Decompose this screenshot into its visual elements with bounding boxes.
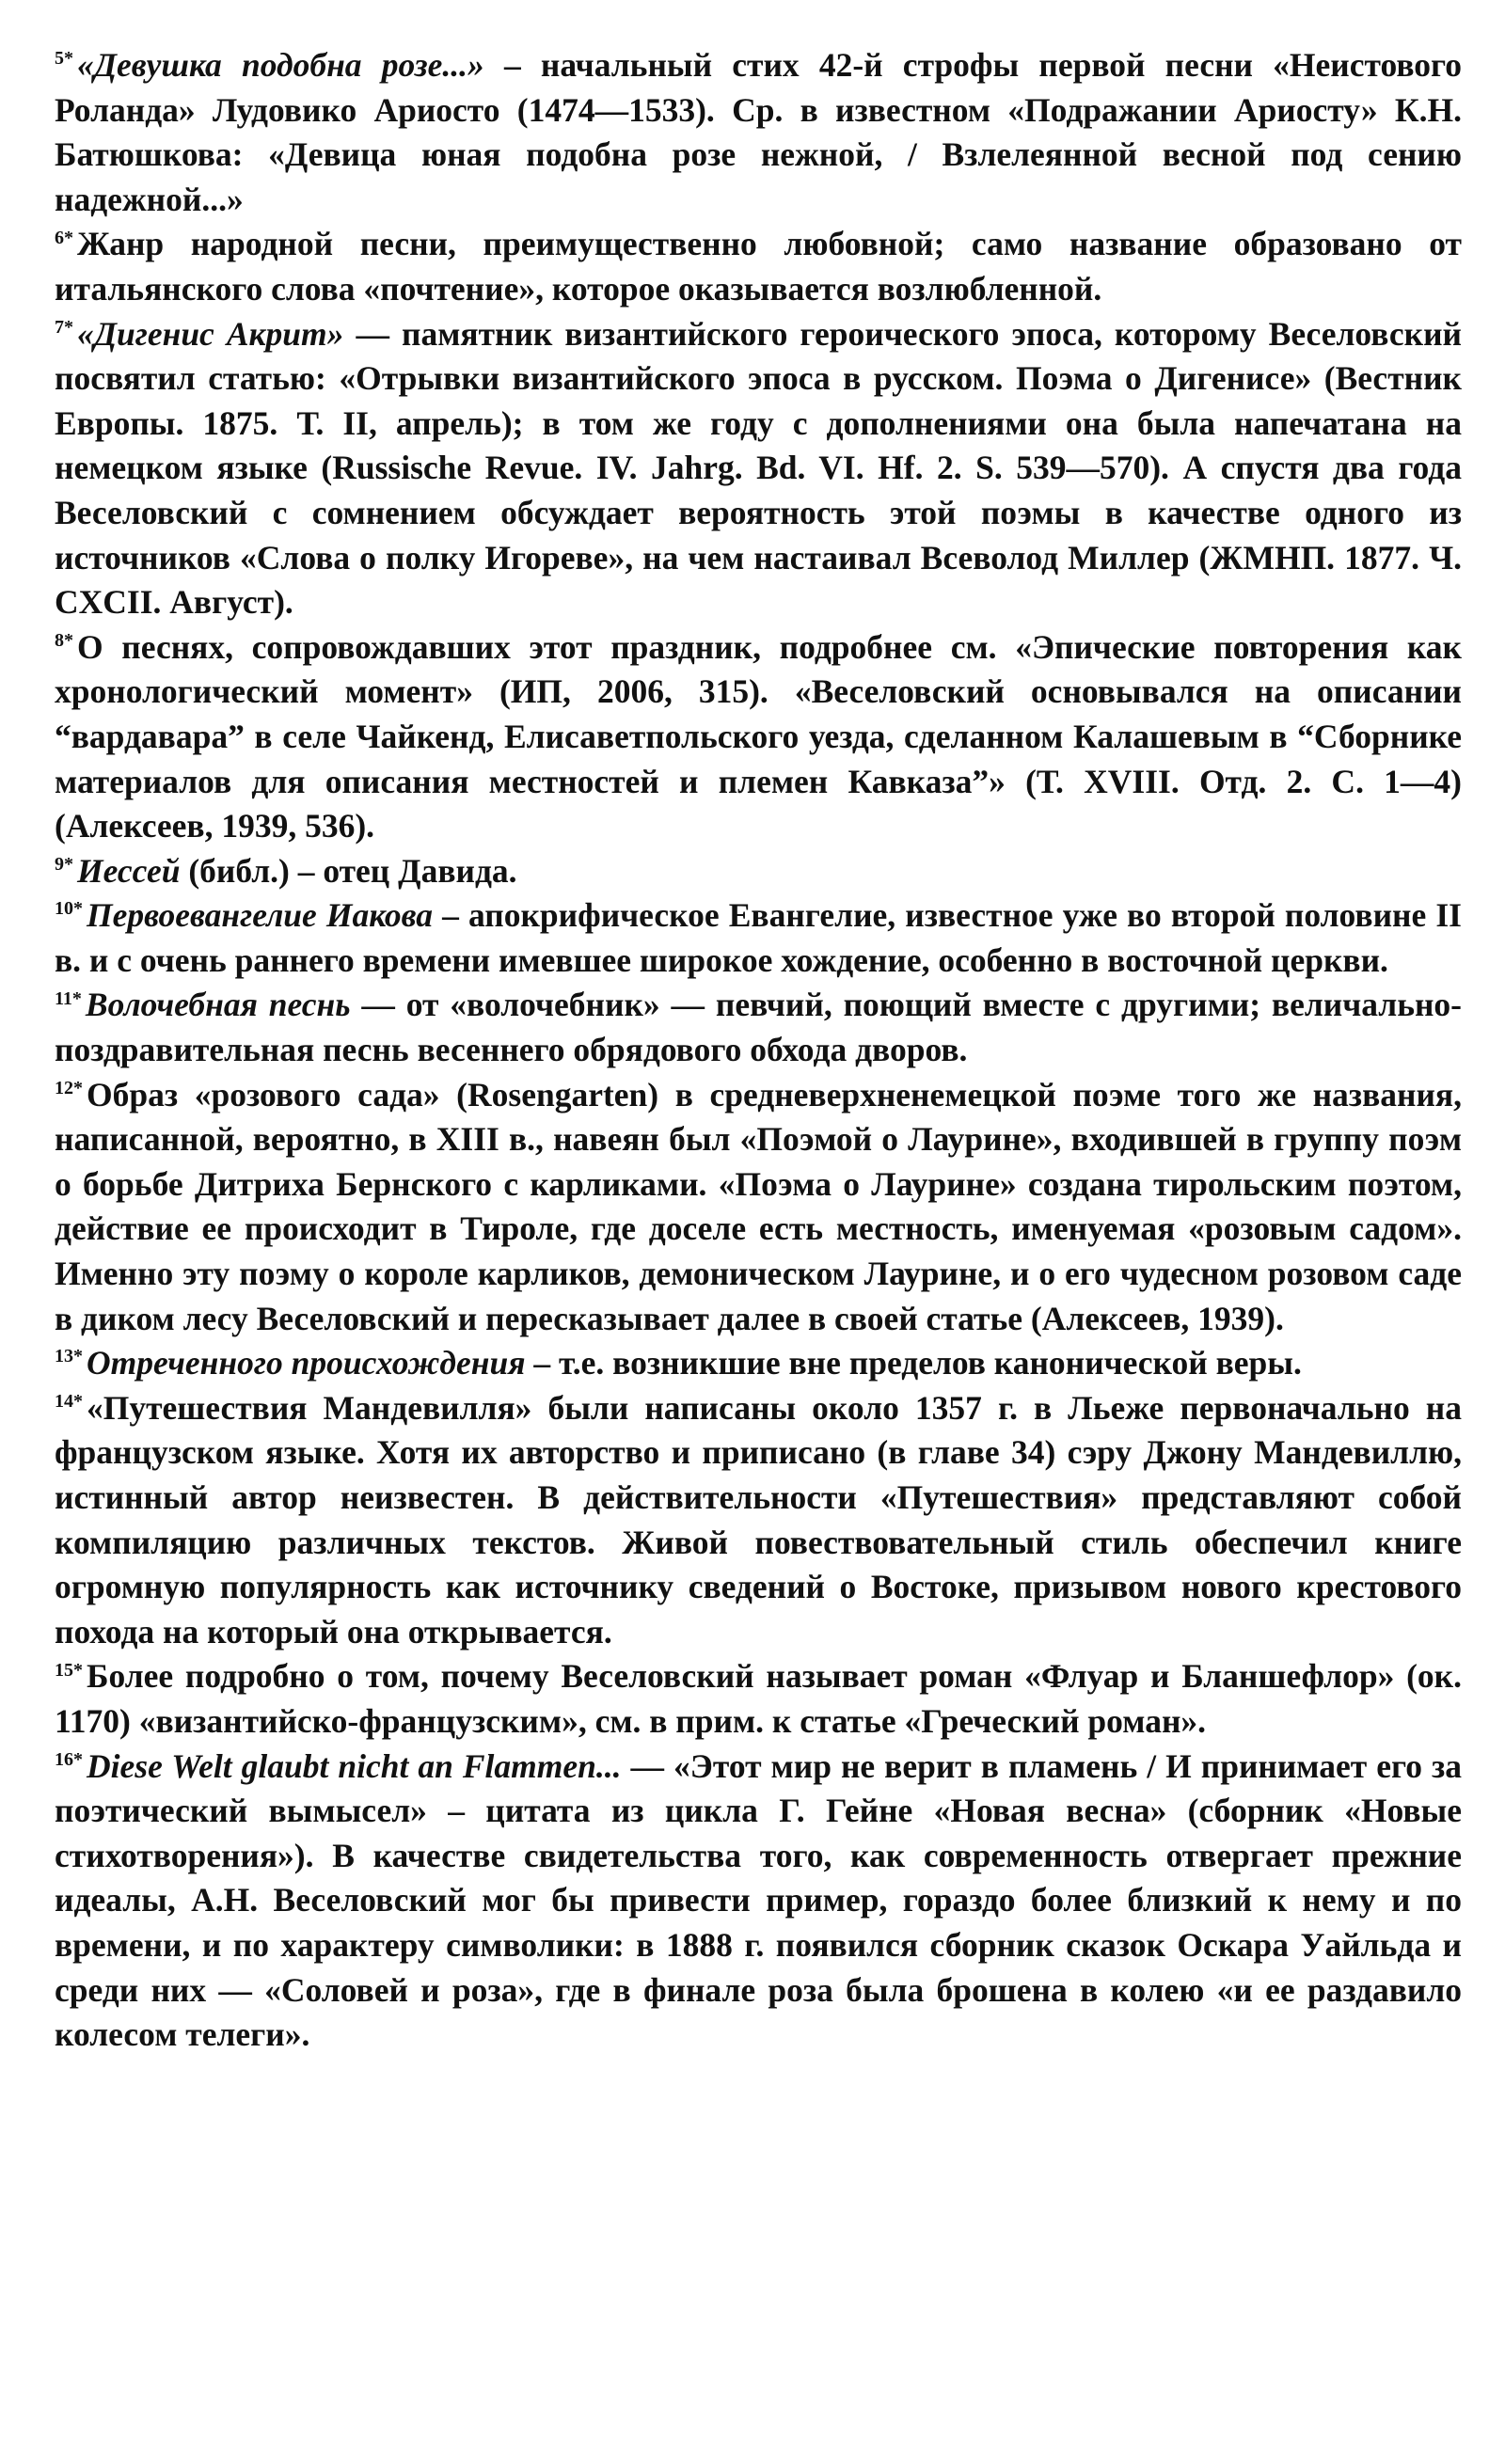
- footnote-number: 8*: [55, 629, 73, 651]
- footnote-title: Иессей: [77, 851, 181, 890]
- footnote-number: 16*: [55, 1748, 83, 1770]
- footnote-text: – апокрифическое Евангелие, известное уже во второй половине II в. и с очень раннего времени имевшее широкое хождение, особенно в восточной церкви.: [55, 896, 1462, 979]
- footnote-text: — «Этот мир не верит в пламень / И принимает его за поэтический вымысел» – цитата из цикла Г. Гейне «Новая весна» (сборник «Новые стихотворения»). В качестве свидетельства того, как современность отвергает прежние идеалы, А.Н. Веселовский мог бы привести пример, гораздо более близкий к нему и по времени, и по характеру символики: в 1888 г. появился сборник сказок Оскара Уайльда и среди них — «Соловей и роза», где в финале роза была брошена в колею «и ее раздавило колесом телеги».: [55, 1746, 1462, 2054]
- footnote-number: 14*: [55, 1390, 83, 1412]
- footnote-title: «Девушка подобна розе...»: [77, 46, 484, 84]
- footnote-number: 9*: [55, 853, 73, 875]
- footnote-number: 10*: [55, 898, 83, 920]
- footnote-number: 11*: [55, 987, 82, 1009]
- footnote-title: Первоевангелие Иакова: [87, 896, 434, 935]
- footnote-6: [55, 222, 1462, 311]
- footnote-text: Более подробно о том, почему Веселовский называет роман «Флуар и Бланшефлор» (ок. 1170) «византийско-французским», см. в прим. к статье «Греческий роман».: [55, 1657, 1462, 1740]
- footnote-9: [55, 849, 1462, 894]
- footnote-number: 6*: [55, 227, 73, 248]
- footnote-number: 15*: [55, 1659, 83, 1681]
- footnote-14: [55, 1386, 1462, 1655]
- footnote-11: [55, 983, 1462, 1072]
- footnote-8: [55, 625, 1462, 849]
- footnote-text: – т.е. возникшие вне пределов канонической веры.: [525, 1344, 1302, 1382]
- footnotes-page: [55, 43, 1462, 2058]
- footnote-text: О песнях, сопровождавших этот праздник, подробнее см. «Эпические повторения как хронологический момент» (ИП, 2006, 315). «Веселовский основывался на описании “вардавара” в селе Чайкенд, Елисаветпольского уезда, сделанном Калашевым в “Сборнике материалов для описания местностей и племен Кавказа”» (Т. XVIII. Отд. 2. С. 1—4) (Алексеев, 1939, 536).: [55, 627, 1462, 845]
- footnote-text: (библ.) – отец Давида.: [180, 851, 517, 890]
- footnote-title: «Дигенис Акрит»: [77, 314, 344, 353]
- footnote-text: «Путешествия Мандевилля» были написаны около 1357 г. в Льеже первоначально на французском языке. Хотя их авторство и приписано (в главе 34) сэру Джону Мандевиллю, истинный автор неизвестен. В действительности «Путешествия» представляют собой компиляцию различных текстов. Живой повествовательный стиль обеспечил книге огромную популярность как источнику сведений о Востоке, призывом нового крестового похода на который она открывается.: [55, 1388, 1462, 1651]
- footnote-13: [55, 1341, 1462, 1386]
- footnote-number: 7*: [55, 316, 73, 338]
- footnote-number: 5*: [55, 48, 73, 70]
- footnote-text: — от «волочебник» — певчий, поющий вместе с другими; величально-поздравительная песнь весеннего обрядового обхода дворов.: [55, 986, 1463, 1069]
- footnote-title: Волочебная песнь: [85, 986, 351, 1024]
- footnote-title: Diese Welt glaubt nicht an Flammen...: [87, 1746, 622, 1785]
- footnote-number: 13*: [55, 1346, 83, 1367]
- footnote-7: [55, 312, 1462, 625]
- footnote-text: — памятник византийского героического эпоса, которому Веселовский посвятил статью: «Отрывки византийского эпоса в русском. Поэма о Дигенисе» (Вестник Европы. 1875. Т. II, апрель); в том же году с дополнениями она была напечатана на немецком языке (Russische Revue. IV. Jahrg. Bd. VI. Hf. 2. S. 539—570). А спустя два года Веселовский с сомнением обсуждает вероятность этой поэмы в качестве одного из источников «Слова о полку Игореве», на чем настаивал Всеволод Миллер (ЖМНП. 1877. Ч. CXCII. Август).: [55, 314, 1462, 622]
- footnote-10: [55, 893, 1462, 983]
- footnote-title: Отреченного происхождения: [87, 1344, 526, 1382]
- footnote-16: [55, 1745, 1462, 2058]
- footnote-text: Образ «розового сада» (Rosengarten) в средневерхненемецкой поэме того же названия, написанной, вероятно, в XIII в., навеян был «Поэмой о Лаурине», входившей в группу поэм о борьбе Дитриха Бернского с карликами. «Поэма о Лаурине» создана тирольским поэтом, действие ее происходит в Тироле, где доселе есть местность, именуемая «розовым садом». Именно эту поэму о короле карликов, демоническом Лаурине, и о его чудесном розовом саде в диком лесу Веселовский и пересказывает далее в своей статье (Алексеев, 1939).: [55, 1075, 1462, 1337]
- footnote-12: [55, 1073, 1462, 1342]
- footnote-number: 12*: [55, 1077, 83, 1098]
- footnote-15: [55, 1654, 1462, 1744]
- footnote-text: Жанр народной песни, преимущественно любовной; само название образовано от итальянского слова «почтение», которое оказывается возлюбленной.: [55, 225, 1462, 308]
- footnote-text: – начальный стих 42-й строфы первой песни «Неистового Роланда» Лудовико Ариосто (1474—1533). Ср. в известном «Подражании Ариосту» К.Н. Батюшкова: «Девица юная подобна розе нежной, / Взлелеянной весной под сению надежной...»: [55, 46, 1462, 218]
- footnote-5: [55, 43, 1462, 222]
